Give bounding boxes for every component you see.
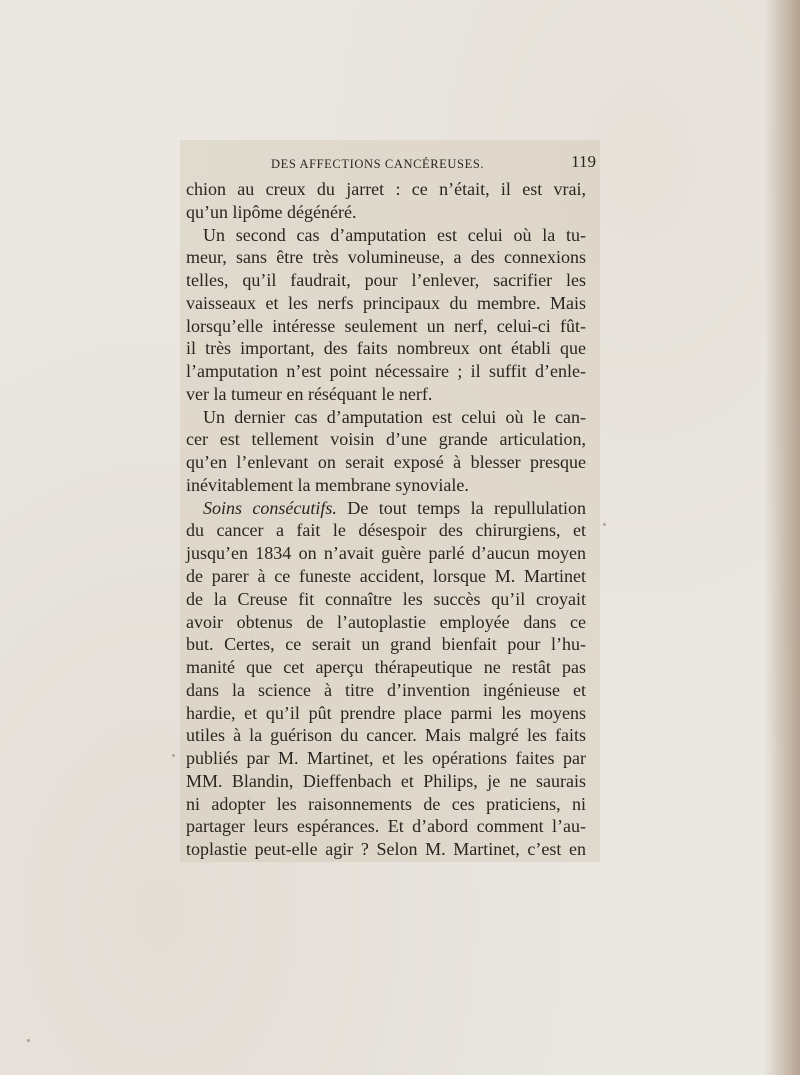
- text-line: lorsqu’elle intéresse seulement un nerf, celui-ci fût-: [186, 315, 586, 336]
- text-line: cer est tellement voisin d’une grande articulation,: [186, 429, 586, 450]
- section-heading: Soins consécutifs.: [203, 497, 337, 518]
- text-line: hardie, et qu’il pût prendre place parmi les moyens: [186, 702, 586, 723]
- text-line: chion au creux du jarret : ce n’était, il est vrai,: [186, 179, 586, 199]
- text-line-content: De tout temps la repullulation: [347, 497, 586, 518]
- paper-speck: [172, 754, 175, 757]
- text-line: partager leurs espérances. Et d’abord comment l’au-: [186, 816, 586, 837]
- page-edge-shadow: [764, 0, 800, 1075]
- body-text: [186, 178, 586, 861]
- page-number: 119: [571, 152, 596, 171]
- text-line: qu’un lipôme dégénéré.: [186, 201, 357, 222]
- text-line: toplastie peut-elle agir ? Selon M. Martinet, c’est en: [186, 839, 586, 860]
- text-line: il très important, des faits nombreux ont établi que: [186, 338, 586, 359]
- text-line: de la Creuse fit connaître les succès qu’il croyait: [186, 588, 586, 609]
- running-head-title: DES AFFECTIONS CANCÉREUSES.: [271, 157, 485, 171]
- text-line: avoir obtenus de l’autoplastie employée dans ce: [186, 611, 586, 632]
- text-line: inévitablement la membrane synoviale.: [186, 474, 469, 495]
- text-line: telles, qu’il faudrait, pour l’enlever, sacrifier les: [186, 270, 586, 291]
- text-line: du cancer a fait le désespoir des chirurgiens, et: [186, 520, 586, 541]
- running-head: [271, 152, 596, 175]
- text-line: utiles à la guérison du cancer. Mais malgré les faits: [186, 725, 586, 746]
- text-line: jusqu’en 1834 on n’avait guère parlé d’aucun moyen: [186, 543, 586, 564]
- text-line: meur, sans être très volumineuse, a des connexions: [186, 247, 586, 268]
- paper-speck: [27, 1039, 30, 1042]
- text-line: publiés par M. Martinet, et les opérations faites par: [186, 748, 586, 769]
- paragraph-first-line: [186, 497, 586, 520]
- text-line: MM. Blandin, Dieffenbach et Philips, je ne saurais: [186, 770, 586, 791]
- text-line: manité que cet aperçu thérapeutique ne restât pas: [186, 657, 586, 678]
- text-line: ver la tumeur en réséquant le nerf.: [186, 383, 433, 404]
- text-line: de parer à ce funeste accident, lorsque M. Martinet: [186, 566, 586, 587]
- paragraph-first-line: Un second cas d’amputation est celui où la tu-: [203, 224, 586, 245]
- text-line: ni adopter les raisonnements de ces praticiens, ni: [186, 793, 586, 814]
- text-line: l’amputation n’est point nécessaire ; il suffit d’enle-: [186, 361, 586, 382]
- text-line: but. Certes, ce serait un grand bienfait pour l’hu-: [186, 634, 586, 655]
- paper-speck: [603, 523, 606, 526]
- text-line: vaisseaux et les nerfs principaux du membre. Mais: [186, 292, 586, 313]
- text-line: dans la science à titre d’invention ingénieuse et: [186, 679, 586, 700]
- paragraph-first-line: Un dernier cas d’amputation est celui où le can-: [203, 406, 586, 427]
- text-line: qu’en l’enlevant on serait exposé à blesser presque: [186, 452, 586, 473]
